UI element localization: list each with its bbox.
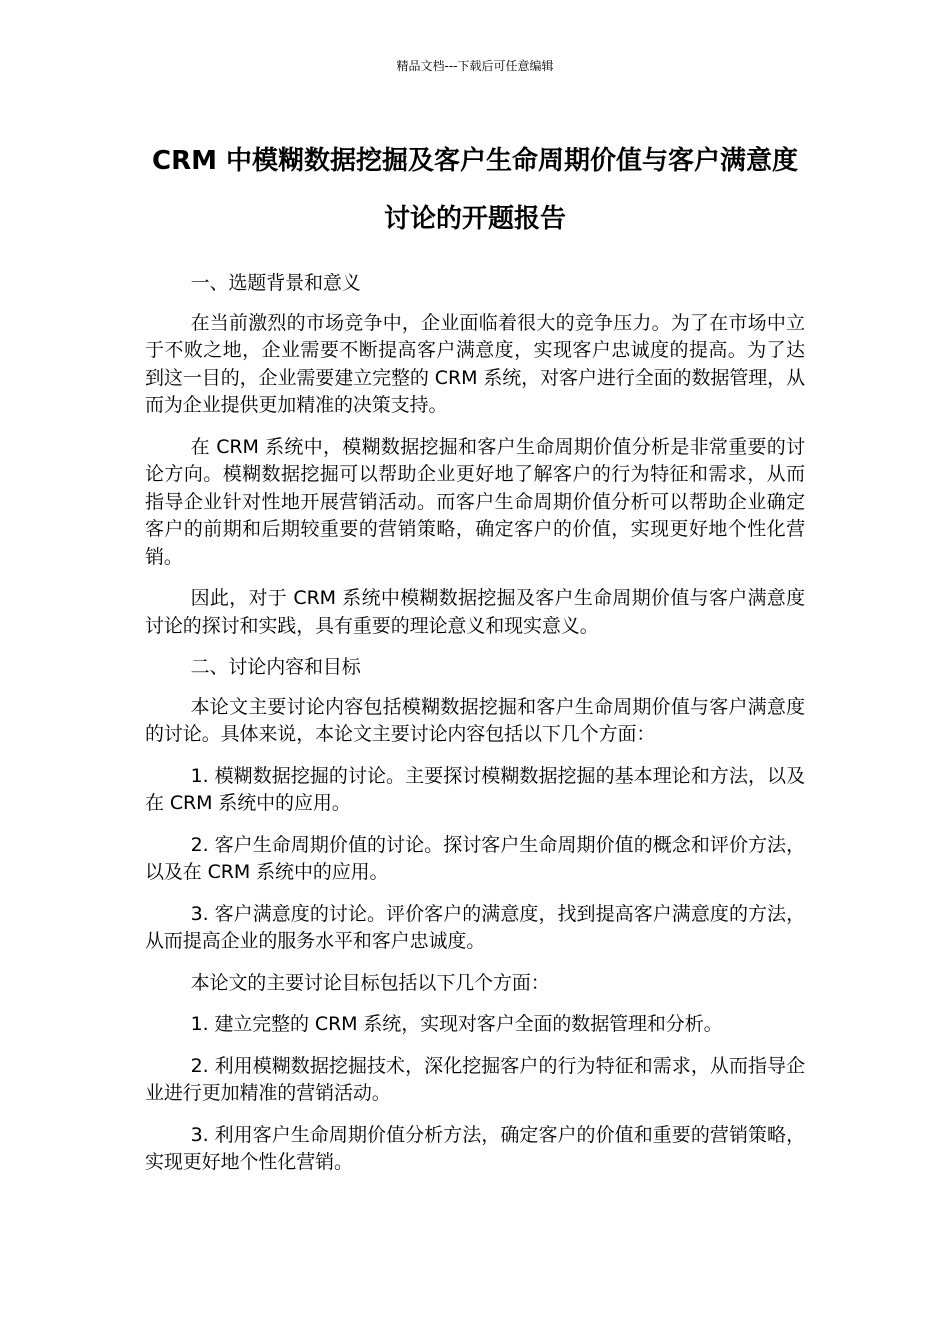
list-item-content-1: 1. 模糊数据挖掘的讨论。主要探讨模糊数据挖掘的基本理论和方法，以及在 CRM 系统中的应用。: [145, 764, 805, 814]
list-item-goal-2: 2. 利用模糊数据挖掘技术，深化挖掘客户的行为特征和需求，从而指导企业进行更加精准的营销活动。: [145, 1054, 805, 1104]
header-note: 精品文档---下载后可任意编辑: [396, 59, 554, 73]
document-title: CRM 中模糊数据挖掘及客户生命周期价值与客户满意度讨论的开题报告: [151, 146, 799, 234]
list-item-goal-3: 3. 利用客户生命周期价值分析方法，确定客户的价值和重要的营销策略，实现更好地个性化营销。: [145, 1123, 805, 1173]
list-item-goal-1: 1. 建立完整的 CRM 系统，实现对客户全面的数据管理和分析。: [190, 1013, 723, 1035]
document-body: [145, 270, 805, 1191]
list-item-content-2: 2. 客户生命周期价值的讨论。探讨客户生命周期价值的概念和评价方法，以及在 CRM 系统中的应用。: [145, 833, 805, 883]
paragraph-background-3: 因此，对于 CRM 系统中模糊数据挖掘及客户生命周期价值与客户满意度讨论的探讨和实践，具有重要的理论意义和现实意义。: [145, 587, 805, 637]
paragraph-background-2: 在 CRM 系统中，模糊数据挖掘和客户生命周期价值分析是非常重要的讨论方向。模糊数据挖掘可以帮助企业更好地了解客户的行为特征和需求，从而指导企业针对性地开展营销活动。而客户生命周期价值分析可以帮助企业确定客户的前期和后期较重要的营销策略，确定客户的价值，实现更好地个性化营销。: [145, 435, 805, 568]
paragraph-content-intro: 本论文主要讨论内容包括模糊数据挖掘和客户生命周期价值与客户满意度的讨论。具体来说，本论文主要讨论内容包括以下几个方面：: [145, 695, 805, 745]
section-heading-content: 二、讨论内容和目标: [190, 656, 361, 678]
paragraph-goals-intro: 本论文的主要讨论目标包括以下几个方面：: [190, 971, 550, 994]
paragraph-background-1: 在当前激烈的市场竞争中，企业面临着很大的竞争压力。为了在市场中立于不败之地，企业需要不断提高客户满意度，实现客户忠诚度的提高。为了达到这一目的，企业需要建立完整的 CRM 系统，对客户进行全面的数据管理，从而为企业提供更加精准的决策支持。: [145, 311, 805, 416]
list-item-content-3: 3. 客户满意度的讨论。评价客户的满意度，找到提高客户满意度的方法，从而提高企业的服务水平和客户忠诚度。: [145, 902, 805, 952]
section-heading-background: 一、选题背景和意义: [190, 272, 361, 294]
